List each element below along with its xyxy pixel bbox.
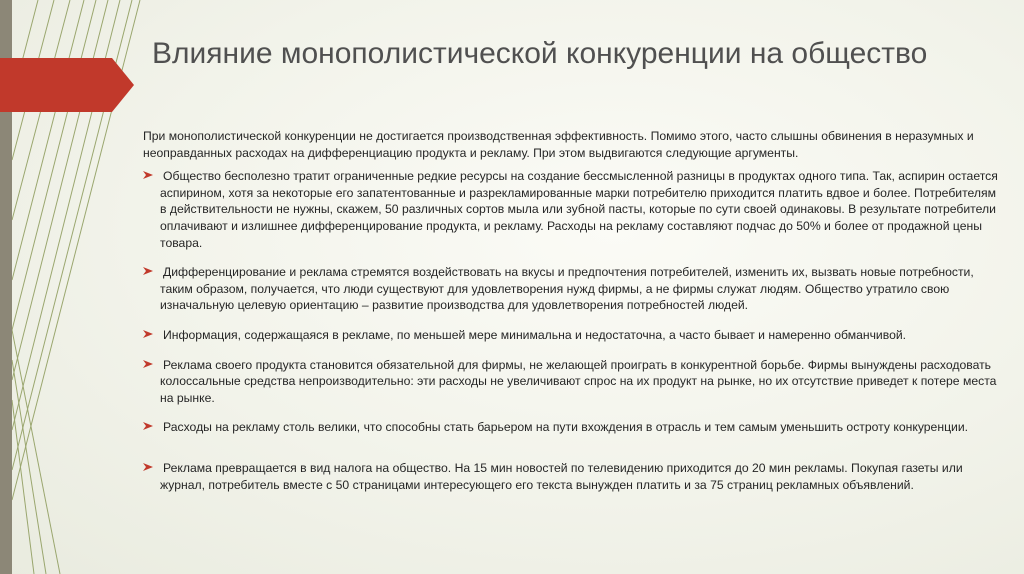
bullet-text: Общество бесполезно тратит ограниченные редкие ресурсы на создание бессмысленной разницы в продуктах одного типа. Так, аспирин остается аспирином, хотя за некоторые его запатентованные и разрекламированные марки потребителю приходится платить вдвое и более. Потребителям в действительности не нужны, скажем, 50 различных сортов мыла или зубной пасты, которые по сути своей одинаковы. В результате потребители оплачивают и излишнее дифференцирование продукта, и рекламу. Расходы на рекламу составляют подчас до 50% и более от продажной цены товара.	[160, 169, 998, 250]
arrow-bullet-icon	[143, 421, 153, 431]
arrow-bullet-icon	[143, 170, 153, 180]
list-item	[143, 168, 1003, 251]
arrow-bullet-icon	[143, 359, 153, 369]
arrow-bullet-icon	[143, 329, 153, 339]
bullet-text: Реклама превращается в вид налога на общество. На 15 мин новостей по телевидению приходится до 20 мин рекламы. Покупая газеты или журнал, потребитель вместе с 50 страницами интересующего его текста вынужден платить и за 75 страниц рекламных объявлений.	[160, 460, 963, 492]
page-title: Влияние монополистической конкуренции на общество	[152, 37, 928, 70]
bullet-text: Реклама своего продукта становится обязательной для фирмы, не желающей проиграть в конкурентной борьбе. Фирмы вынуждены расходовать колоссальные средства непроизводительно: эти расходы не увеличивают спрос на их продукт на рынке, но их отсутствие приведет к потере места на рынке.	[160, 357, 997, 405]
arrow-bullet-icon	[143, 266, 153, 276]
intro-paragraph: При монополистической конкуренции не достигается производственная эффективность. Помимо этого, часто слышны обвинения в неразумных и неоправданных расходах на дифференциацию продукта и рекламу. При этом выдвигаются следующие аргументы.	[143, 129, 974, 160]
slide-content	[143, 128, 1003, 506]
list-item	[143, 264, 1003, 314]
list-item	[143, 357, 1003, 407]
title-arrow-banner	[0, 58, 134, 112]
bullet-text: Расходы на рекламу столь велики, что способны стать барьером на пути вхождения в отрасль и тем самым уменьшить остроту конкуренции.	[163, 420, 969, 435]
bullet-list	[143, 168, 1003, 493]
list-item	[143, 419, 1003, 436]
list-item	[143, 327, 1003, 344]
bullet-text: Дифференцирование и реклама стремятся воздействовать на вкусы и предпочтения потребителей, изменить их, вызвать новые потребности, таким образом, получается, что люди существуют для удовлетворения нужд фирмы, а не фирмы служат людям. Общество утратило свою изначальную целевую ориентацию – развитие производства для удовлетворения потребностей людей.	[160, 265, 974, 313]
list-item	[143, 460, 1003, 493]
arrow-bullet-icon	[143, 462, 153, 472]
bullet-text: Информация, содержащаяся в рекламе, по меньшей мере минимальна и недостаточна, а часто бывает и намеренно обманчивой.	[163, 327, 907, 342]
